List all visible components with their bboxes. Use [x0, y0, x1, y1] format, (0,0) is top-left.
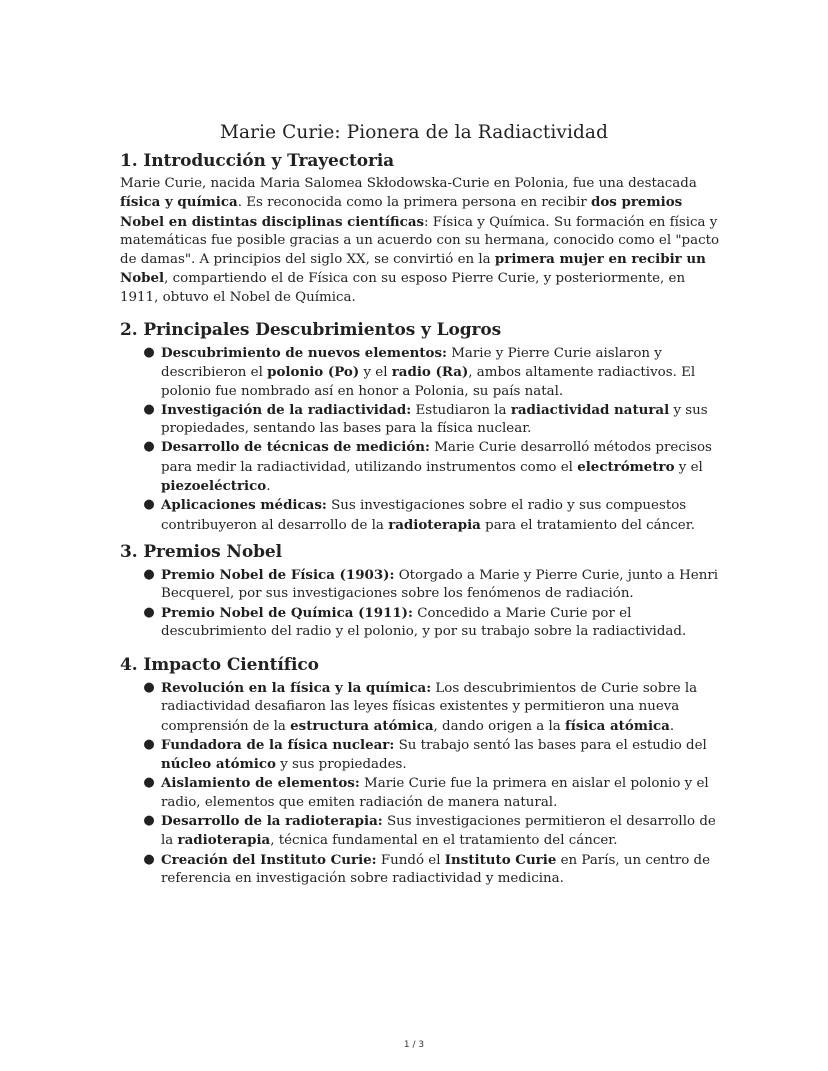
bullet-icon: ●: [143, 497, 155, 513]
list-item: ● Fundadora de la física nuclear: Su trabajo sentó las bases para el estudio del núcleo atómico y sus propiedades.: [143, 736, 707, 773]
list-item: ● Investigación de la radiactividad: Estudiaron la radiactividad natural y sus propiedades, sentando las bases para la física nuclear.: [143, 401, 708, 437]
bullet-icon: ●: [143, 851, 155, 867]
list-item: ● Desarrollo de la radioterapia: Sus investigaciones permitieron el desarrollo de la radioterapia, técnica fundamental en el tratamiento del cáncer.: [143, 813, 716, 849]
list-item: ● Premio Nobel de Química (1911): Concedido a Marie Curie por el descubrimiento del radio y el polonio, y por su trabajo sobre la radiactividad.: [143, 604, 687, 639]
list-item: ● Aplicaciones médicas: Sus investigaciones sobre el radio y sus compuestos contribuyeron al desarrollo de la radioterapia para el tratamiento del cáncer.: [143, 497, 695, 533]
nobel-list: [143, 566, 721, 641]
list-item: ● Revolución en la física y la química: Los descubrimientos de Curie sobre la radiactividad desafiaron las leyes físicas existentes y permitieron una nueva comprensión de la estructura atómica, dando origen a la física atómica.: [143, 680, 698, 734]
page-indicator: 1 / 3: [403, 1040, 425, 1050]
list-item: ● Desarrollo de técnicas de medición: Marie Curie desarrolló métodos precisos para medir la radiactividad, utilizando instrumentos como el electrómetro y el piezoeléctrico.: [143, 439, 712, 495]
bullet-icon: ●: [143, 604, 155, 620]
section-heading-introduccion: 1. Introducción y Trayectoria: [120, 151, 395, 171]
bullet-icon: ●: [143, 813, 155, 829]
bullet-icon: ●: [143, 345, 155, 360]
section-heading-impacto: 4. Impacto Científico: [120, 655, 319, 675]
bullet-icon: ●: [143, 736, 155, 752]
section-heading-premios-nobel: 3. Premios Nobel: [120, 542, 282, 562]
list-item: ● Aislamiento de elementos: Marie Curie fue la primera en aislar el polonio y el radio, elementos que emiten radiación de manera natural.: [143, 775, 709, 810]
bullet-icon: ●: [143, 567, 155, 582]
list-item: ● Premio Nobel de Física (1903): Otorgado a Marie y Pierre Curie, junto a Henri Becquerel, por sus investigaciones sobre los fenómenos de radiación.: [143, 567, 719, 602]
list-item: ● Descubrimiento de nuevos elementos: Marie y Pierre Curie aislaron y describieron el polonio (Po) y el radio (Ra), ambos altamente radiactivos. El polonio fue nombrado así en honor a Polonia, su país natal.: [143, 345, 696, 399]
bullet-icon: ●: [143, 680, 155, 695]
section-heading-descubrimientos: 2. Principales Descubrimientos y Logros: [120, 320, 502, 340]
discoveries-list: [143, 344, 721, 535]
bullet-icon: ●: [143, 439, 155, 455]
bullet-icon: ●: [143, 401, 155, 417]
intro-paragraph: Marie Curie, nacida Maria Salomea Skłodowska-Curie en Polonia, fue una destacada física y química. Es reconocida como la primera persona en recibir dos premios Nobel en distintas disciplinas científicas: Física y Química. Su formación en física y matemáticas fue posible gracias a un acuerdo con su hermana, conocido como el "pacto de damas". A principios del siglo XX, se convirtió en la primera mujer en recibir un Nobel, compartiendo el de Física con su esposo Pierre Curie, y posteriormente, en 1911, obtuvo el Nobel de Química.: [120, 176, 720, 305]
impact-list: [143, 679, 721, 888]
list-item: ● Creación del Instituto Curie: Fundó el Instituto Curie en París, un centro de referencia en investigación sobre radiactividad y medicina.: [143, 851, 711, 886]
document-title: Marie Curie: Pionera de la Radiactividad: [219, 122, 609, 143]
bullet-icon: ●: [143, 775, 155, 791]
